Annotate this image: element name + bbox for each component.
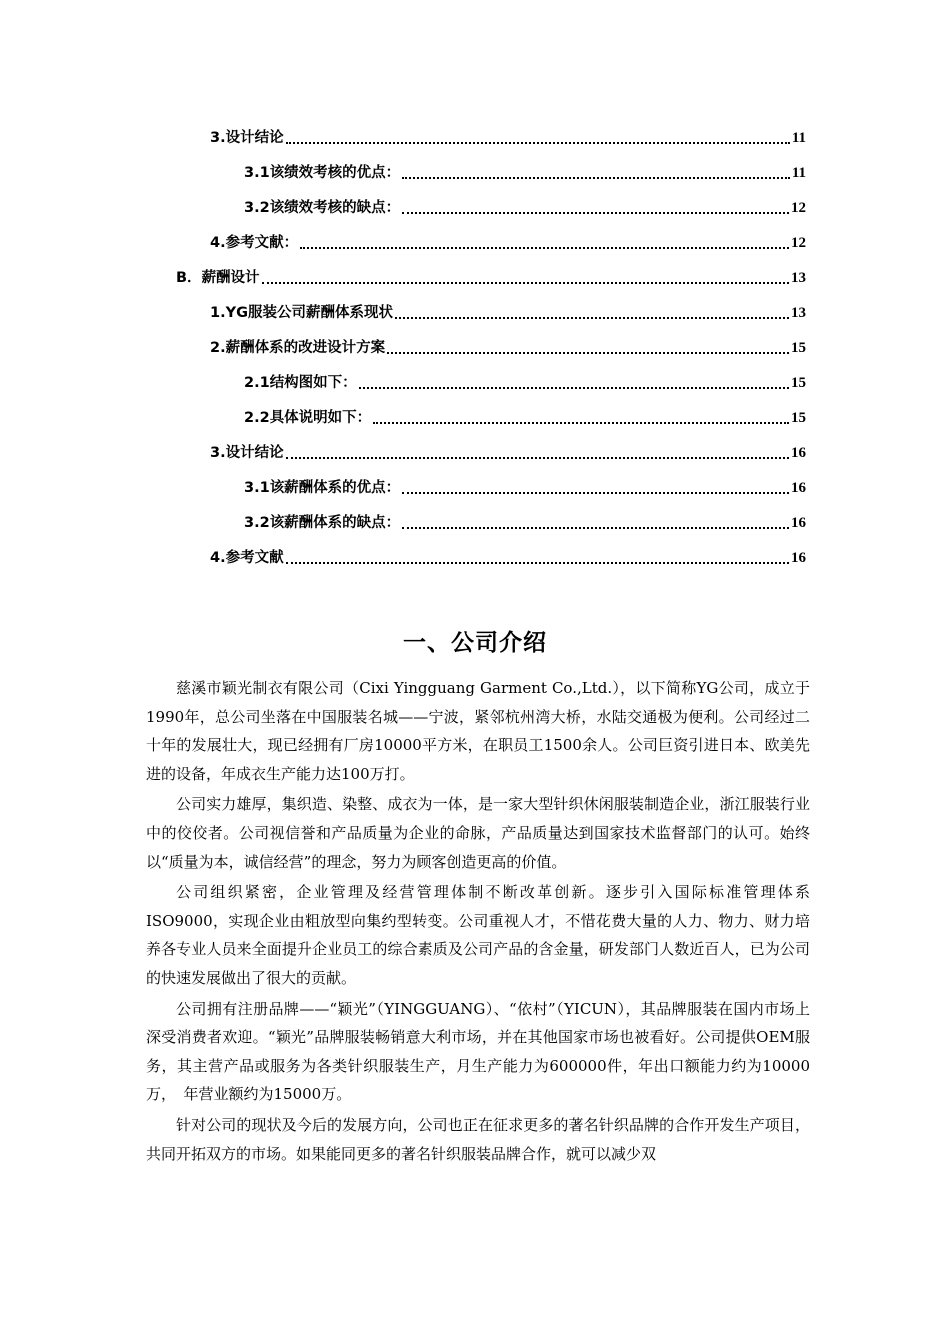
toc-entry-page: 15: [791, 410, 806, 426]
toc-entry[interactable]: [244, 474, 806, 498]
toc-entry-text: 该绩效考核的优点：: [269, 165, 401, 181]
toc-leader-dots: [373, 421, 789, 424]
toc-entry-text: 参考文献: [225, 550, 284, 566]
toc-entry[interactable]: [210, 334, 806, 358]
toc-leader-dots: [402, 491, 789, 494]
toc-entry[interactable]: [176, 264, 806, 288]
toc-leader-dots: [387, 351, 789, 354]
toc-entry[interactable]: [244, 404, 806, 428]
toc-entry-text: 该绩效考核的缺点：: [269, 200, 401, 216]
toc-entry[interactable]: [244, 159, 806, 183]
toc-entry-number: 3.2: [244, 515, 270, 531]
toc-entry-number: 4.: [210, 235, 226, 251]
toc-entry-text: 该薪酬体系的缺点：: [269, 515, 401, 531]
toc-entry-page: 15: [791, 340, 806, 356]
toc-entry-page: 16: [791, 445, 806, 461]
toc-entry[interactable]: [210, 229, 806, 253]
paragraph: 针对公司的现状及今后的发展方向，公司也正在征求更多的著名针织品牌的合作开发生产项目，共同开拓双方的市场。如果能同更多的著名针织服装品牌合作，就可以减少双: [146, 1115, 810, 1163]
section-body: [146, 674, 810, 1168]
toc-entry-page: 13: [791, 270, 806, 286]
toc-entry-page: 12: [791, 200, 806, 216]
toc-entry-number: 1.: [210, 305, 226, 321]
paragraph: 公司组织紧密，企业管理及经营管理体制不断改革创新。逐步引入国际标准管理体系ISO9000，实现企业由粗放型向集约型转变。公司重视人才，不惜花费大量的人力、物力、财力培养各专业人员来全面提升企业员工的综合素质及公司产品的含金量，研发部门人数近百人，已为公司的快速发展做出了很大的贡献。: [146, 883, 810, 987]
toc-entry-text: 结构图如下：: [269, 375, 357, 391]
paragraph: 公司实力雄厚，集织造、染整、成衣为一体，是一家大型针织休闲服装制造企业，浙江服装行业中的佼佼者。公司视信誉和产品质量为企业的命脉，产品质量达到国家技术监督部门的认可。始终以“质量为本，诚信经营”的理念，努力为顾客创造更高的价值。: [146, 795, 810, 871]
toc-leader-dots: [286, 456, 789, 459]
paragraph: 慈溪市颖光制衣有限公司（Cixi Yingguang Garment Co.,Ltd.），以下简称YG公司，成立于1990年，总公司坐落在中国服装名城——宁波，紧邻杭州湾大桥，水陆交通极为便利。公司经过二十年的发展壮大，现已经拥有厂房10000平方米，在职员工1500余人。公司巨资引进日本、欧美先进的设备，年成衣生产能力达100万打。: [146, 679, 810, 783]
toc-entry-text: 设计结论: [225, 445, 284, 461]
toc-entry-number: 2.2: [244, 410, 270, 426]
toc-entry[interactable]: [210, 544, 806, 568]
toc-leader-dots: [402, 211, 789, 214]
toc-entry-page: 11: [791, 165, 806, 181]
toc-entry-page: 16: [791, 550, 806, 566]
toc-entry-text: 该薪酬体系的优点：: [269, 480, 401, 496]
paragraph: 公司拥有注册品牌——“颖光”（YINGGUANG）、“依村”（YICUN），其品牌服装在国内市场上深受消费者欢迎。“颖光”品牌服装畅销意大利市场，并在其他国家市场也被看好。公司提供OEM服务，其主营产品或服务为各类针织服装生产，月生产能力为600000件，年出口额能力约为10000万， 年营业额约为15000万。: [146, 999, 810, 1104]
toc-entry-number: 3.1: [244, 165, 270, 181]
toc-entry-text: 薪酬体系的改进设计方案: [225, 340, 386, 356]
section-heading: 一、公司介绍: [403, 630, 547, 656]
toc-entry-text: 参考文献：: [225, 235, 299, 251]
toc-entry[interactable]: [210, 439, 806, 463]
toc-entry-number: 2.1: [244, 375, 270, 391]
toc-entry-text: YG服装公司薪酬体系现状: [225, 305, 394, 321]
toc-entry-page: 13: [791, 305, 806, 321]
toc-entry[interactable]: [210, 124, 806, 148]
toc-entry-text: 具体说明如下：: [269, 410, 372, 426]
toc-entry[interactable]: [210, 299, 806, 323]
toc-leader-dots: [286, 561, 789, 564]
toc-entry-page: 11: [791, 130, 806, 146]
toc-entry-number: 3.: [210, 445, 226, 461]
toc-entry-number: 2.: [210, 340, 226, 356]
toc-entry-page: 15: [791, 375, 806, 391]
toc-leader-dots: [262, 281, 789, 284]
toc-leader-dots: [402, 176, 790, 179]
toc-entry-page: 12: [791, 235, 806, 251]
toc-leader-dots: [300, 246, 789, 249]
toc-leader-dots: [286, 141, 790, 144]
toc-entry-page: 16: [791, 480, 806, 496]
toc-entry-number: B．: [176, 270, 202, 286]
toc-entry[interactable]: [244, 509, 806, 533]
toc-entry-text: 设计结论: [225, 130, 284, 146]
toc-entry-page: 16: [791, 515, 806, 531]
toc-entry-number: 3.: [210, 130, 226, 146]
toc-entry-number: 3.2: [244, 200, 270, 216]
toc-entry[interactable]: [244, 369, 806, 393]
toc-leader-dots: [402, 526, 789, 529]
toc-entry-number: 4.: [210, 550, 226, 566]
toc-entry[interactable]: [244, 194, 806, 218]
toc-entry-text: 薪酬设计: [201, 270, 260, 286]
toc-leader-dots: [395, 316, 789, 319]
toc-entry-number: 3.1: [244, 480, 270, 496]
toc-leader-dots: [359, 386, 789, 389]
